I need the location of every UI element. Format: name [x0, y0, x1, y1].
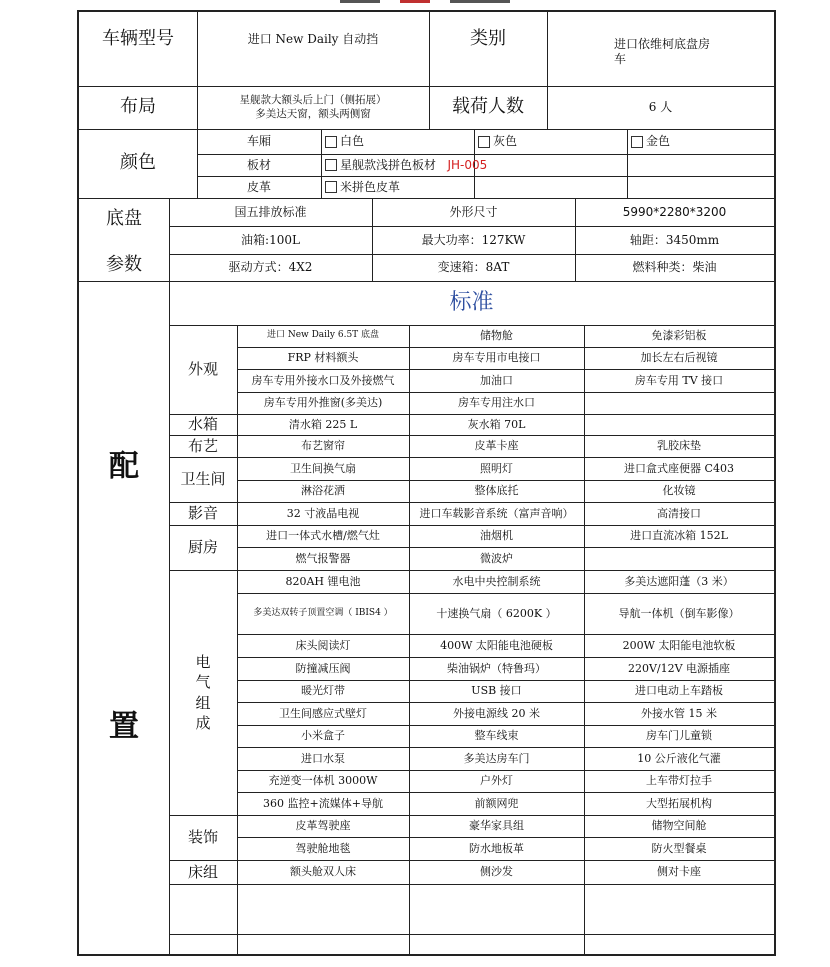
config-item: 皮革驾驶座 [295, 819, 351, 833]
config-item: 360 监控+流媒体+导航 [263, 796, 383, 810]
option-label: 金色 [646, 134, 671, 148]
config-item [584, 414, 774, 435]
option-white[interactable] [321, 129, 474, 154]
config-item: 房车专用 TV 接口 [634, 373, 724, 387]
config-item: 房车专用外接水口及外接燃气 [251, 373, 395, 387]
config-item: 外接水管 15 米 [641, 706, 717, 720]
option-panel[interactable] [321, 154, 627, 176]
config-item: 驾驶舱地毯 [295, 841, 351, 855]
config-item: 燃气报警器 [295, 551, 351, 565]
config-item: 加油口 [480, 373, 513, 387]
chassis-cell: 轴距：3450mm [629, 232, 720, 247]
group-water-tank: 水箱 [187, 415, 218, 434]
config-item: 柴油锅炉（特鲁玛） [447, 661, 546, 675]
chassis-cell: 变速箱：8AT [437, 260, 510, 274]
config-item: 大型拓展机构 [646, 796, 712, 810]
config-item: 进口水泵 [301, 751, 345, 765]
chassis-cell: 油箱:100L [241, 232, 300, 247]
config-item: 加长左右后视镜 [640, 351, 718, 365]
chassis-cell: 燃料种类：柴油 [632, 260, 717, 274]
config-item: 暖光灯带 [301, 684, 345, 698]
option-gray[interactable] [474, 129, 627, 154]
config-item: 额头舱双人床 [290, 865, 356, 879]
config-item [584, 392, 774, 414]
chassis-cell: 5990*2280*3200 [622, 204, 727, 219]
config-item: 卫生间换气扇 [290, 461, 356, 475]
option-label: 米拼色皮革 [340, 179, 401, 194]
vehicle-model-label: 车辆型号 [102, 28, 174, 50]
config-item: 房车专用市电接口 [452, 351, 541, 365]
config-item: 充逆变一体机 3000W [268, 774, 378, 788]
option-label: 白色 [340, 134, 365, 148]
config-item: 外接电源线 20 米 [453, 706, 540, 720]
config-item: 房车专用外推窗(多美达) [263, 396, 383, 410]
category-value: 进口依维柯底盘房车 [614, 37, 711, 66]
config-label-bottom: 置 [109, 709, 139, 745]
config-item: 防火型餐桌 [651, 841, 707, 855]
checkbox-icon[interactable] [325, 136, 337, 148]
config-item: 多美达房车门 [463, 751, 530, 765]
config-item: 十速换气扇（ 6200K ） [436, 606, 557, 620]
config-item: 防撞减压阀 [295, 661, 351, 675]
category-label: 类别 [470, 28, 506, 50]
group-fabric: 布艺 [187, 436, 218, 455]
group-label-char: 电 [195, 653, 211, 671]
config-item: 豪华家具组 [469, 819, 524, 833]
chassis-cell: 最大功率：127KW [421, 232, 526, 247]
config-item: 清水箱 225 L [288, 417, 358, 431]
group-bathroom: 卫生间 [180, 470, 226, 489]
spec-sheet [77, 10, 776, 956]
config-label-top: 配 [109, 449, 139, 485]
config-item: 微波炉 [480, 551, 513, 565]
option-label: 星舰款浅拼色板材 [340, 157, 437, 172]
config-item: 卫生间感应式壁灯 [279, 706, 367, 720]
config-item: 房车门儿童锁 [646, 729, 712, 743]
checkbox-icon[interactable] [631, 136, 643, 148]
config-item: 进口盒式座便器 C403 [624, 461, 734, 475]
config-item: USB 接口 [471, 684, 522, 698]
config-item: 侧对卡座 [657, 865, 701, 879]
chassis-label-top: 底盘 [106, 207, 142, 229]
layout-value [197, 86, 429, 129]
config-item: 整车线束 [474, 729, 519, 743]
checkbox-icon[interactable] [325, 181, 337, 193]
config-item: 户外灯 [480, 774, 513, 788]
color-row-label: 板材 [246, 157, 271, 172]
standard-title: 标准 [449, 290, 494, 316]
config-item: 布艺窗帘 [301, 439, 345, 453]
config-item: 上车带灯拉手 [646, 774, 712, 788]
option-leather[interactable] [321, 176, 627, 198]
config-item: 820AH 锂电池 [285, 574, 361, 588]
chassis-cell: 外形尺寸 [449, 204, 498, 219]
color-label: 颜色 [120, 152, 156, 174]
group-decor: 装饰 [187, 828, 218, 847]
config-item: 照明灯 [480, 461, 513, 475]
config-item: 多美达遮阳蓬（3 米） [624, 574, 734, 588]
chassis-label-bottom: 参数 [106, 253, 142, 275]
config-item [584, 547, 774, 570]
chassis-cell: 国五排放标准 [234, 204, 307, 219]
top-edge-mark [340, 0, 540, 4]
group-exterior: 外观 [187, 360, 218, 379]
config-item: 小米盒子 [301, 729, 345, 743]
group-kitchen: 厨房 [187, 538, 218, 557]
config-item: 200W 太阳能电池软板 [622, 638, 736, 652]
config-item: 400W 太阳能电池硬板 [440, 638, 553, 652]
group-av: 影音 [187, 504, 218, 523]
config-item: 储物空间舱 [651, 819, 707, 833]
color-row-label: 车厢 [246, 134, 271, 148]
config-item: 淋浴花洒 [301, 484, 345, 498]
config-item: 整体底托 [474, 484, 519, 498]
layout-label: 布局 [120, 96, 156, 118]
config-item: 前额网兜 [474, 796, 519, 810]
config-item: 进口车载影音系统（富声音响） [419, 506, 574, 520]
checkbox-icon[interactable] [325, 159, 337, 171]
chassis-cell: 驱动方式：4X2 [228, 260, 313, 274]
config-item: 化妆镜 [662, 484, 696, 498]
config-item: 进口 New Daily 6.5T 底盘 [266, 330, 380, 341]
config-item: 防水地板革 [469, 841, 524, 855]
config-item: 灰水箱 70L [467, 417, 526, 431]
capacity-value: 6 人 [648, 100, 673, 114]
config-item: 导航一体机（倒车影像） [618, 606, 740, 620]
capacity-label: 载荷人数 [452, 96, 524, 118]
config-item: 进口直流冰箱 152L [630, 529, 728, 543]
config-item: 油烟机 [480, 529, 513, 543]
group-label-char: 组 [195, 693, 211, 712]
config-item: 水电中央控制系统 [452, 574, 541, 588]
checkbox-icon[interactable] [478, 136, 490, 148]
config-item: 储物舱 [480, 329, 513, 343]
config-item: FRP 材料额头 [287, 351, 359, 365]
option-label: 灰色 [493, 134, 518, 148]
panel-code: JH-005 [447, 157, 488, 172]
layout-line-1: 星舰款大额头后上门（侧拓展） [239, 94, 387, 107]
config-item: 进口一体式水槽/燃气灶 [266, 529, 380, 543]
config-item: 皮革卡座 [474, 439, 519, 453]
layout-line-2: 多美达天窗，额头两侧窗 [255, 107, 371, 120]
config-item: 220V/12V 电源插座 [627, 661, 731, 675]
config-item: 房车专用注水口 [458, 396, 535, 410]
config-item: 高清接口 [657, 506, 701, 520]
color-row-label: 皮革 [246, 179, 271, 194]
group-label-char: 气 [195, 673, 211, 692]
group-label-char: 成 [195, 713, 211, 732]
group-bed: 床组 [187, 862, 218, 881]
config-item: 侧沙发 [480, 865, 513, 879]
vehicle-model-value: 进口 New Daily 自动挡 [247, 32, 379, 46]
config-item: 乳胶床垫 [657, 439, 701, 453]
config-item: 多美达双转子顶置空调（ IBIS4 ） [253, 607, 393, 618]
config-item: 免漆彩铝板 [651, 329, 707, 343]
config-item: 进口电动上车踏板 [635, 684, 723, 698]
config-item: 10 公斤液化气灌 [637, 751, 721, 765]
option-gold[interactable] [627, 129, 774, 154]
config-item: 床头阅读灯 [295, 638, 351, 652]
group-electrical [169, 570, 237, 815]
config-item: 32 寸液晶电视 [286, 506, 360, 520]
